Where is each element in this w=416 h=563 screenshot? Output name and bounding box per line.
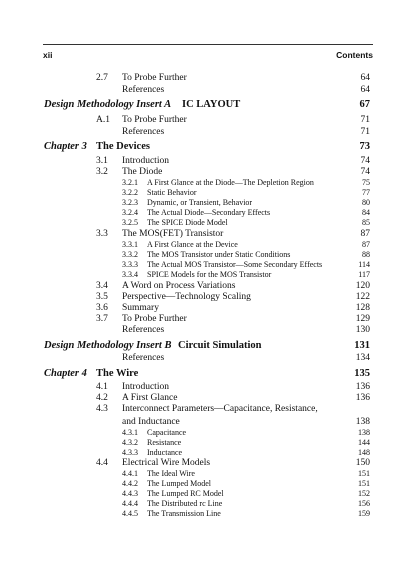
page-header bbox=[43, 48, 373, 62]
section-number: 3.7 bbox=[96, 314, 108, 324]
section-number: 4.3.2 bbox=[122, 438, 138, 447]
entry-title: and Inductance bbox=[122, 417, 180, 427]
entry-title: The Lumped Model bbox=[147, 479, 211, 488]
page-number: 67 bbox=[359, 99, 370, 110]
page-number: 128 bbox=[355, 303, 370, 313]
entry-title: Static Behavior bbox=[147, 188, 197, 197]
page-number: 64 bbox=[360, 73, 370, 83]
page-number: 84 bbox=[362, 208, 370, 217]
section-number: 3.3 bbox=[96, 229, 108, 239]
section-number: 3.2.3 bbox=[122, 198, 138, 207]
page-number: 148 bbox=[358, 448, 370, 457]
entry-title: Electrical Wire Models bbox=[122, 458, 211, 468]
page-number: 138 bbox=[358, 428, 370, 437]
entry-title: To Probe Further bbox=[122, 115, 187, 125]
section-number: 4.3 bbox=[96, 404, 108, 414]
section-number: 3.2.4 bbox=[122, 208, 138, 217]
entry-title: The MOS(FET) Transistor bbox=[122, 229, 224, 239]
entry-title: References bbox=[122, 85, 165, 95]
section-number: 4.4.1 bbox=[122, 469, 138, 478]
entry-title: The Transmission Line bbox=[147, 509, 221, 518]
section-number: 3.5 bbox=[96, 292, 108, 302]
chapter-label: Chapter 3 bbox=[44, 141, 87, 152]
page-number: 75 bbox=[362, 178, 370, 187]
section-number: 3.2.1 bbox=[122, 178, 138, 187]
section-number: 3.3.4 bbox=[122, 270, 138, 279]
section-number: 3.4 bbox=[96, 281, 108, 291]
entry-title: Capacitance bbox=[147, 428, 187, 437]
page-number: 87 bbox=[362, 240, 370, 249]
section-number: 3.2 bbox=[96, 167, 108, 177]
entry-title: The Distributed rc Line bbox=[147, 499, 223, 508]
entry-title: A Word on Process Variations bbox=[122, 281, 236, 291]
page-number: 151 bbox=[358, 479, 370, 488]
section-number: 4.2 bbox=[96, 393, 108, 403]
entry-title: The Lumped RC Model bbox=[147, 489, 224, 498]
running-title: Contents bbox=[336, 50, 373, 60]
section-number: 3.3.2 bbox=[122, 250, 138, 259]
page-number: 152 bbox=[358, 489, 370, 498]
insert-title: Circuit Simulation bbox=[178, 340, 262, 351]
entry-title: Resistance bbox=[147, 438, 182, 447]
section-number: 3.3.1 bbox=[122, 240, 138, 249]
page-number: 122 bbox=[355, 292, 370, 302]
page-number: 120 bbox=[355, 281, 370, 291]
entry-title: Dynamic, or Transient, Behavior bbox=[147, 198, 253, 207]
header-rule bbox=[43, 44, 373, 45]
section-number: 4.3.1 bbox=[122, 428, 138, 437]
page-number: 135 bbox=[354, 368, 370, 379]
section-number: 3.6 bbox=[96, 303, 108, 313]
section-number: 3.1 bbox=[96, 156, 108, 166]
section-number: 4.4.4 bbox=[122, 499, 138, 508]
page-number: 88 bbox=[362, 250, 370, 259]
chapter-title: The Devices bbox=[96, 141, 150, 152]
entry-title: References bbox=[122, 353, 165, 363]
page-number: 77 bbox=[362, 188, 370, 197]
page-number: 129 bbox=[355, 314, 370, 324]
page-number: 74 bbox=[360, 156, 370, 166]
section-number: 3.2.2 bbox=[122, 188, 138, 197]
section-number: 4.1 bbox=[96, 382, 108, 392]
section-number: 4.4.2 bbox=[122, 479, 138, 488]
page-number: 130 bbox=[355, 325, 370, 335]
page-number: 144 bbox=[358, 438, 370, 447]
page-number: 156 bbox=[358, 499, 370, 508]
chapter-title: The Wire bbox=[96, 368, 139, 379]
entry-title: The MOS Transistor under Static Conditions bbox=[147, 250, 291, 259]
page-number: 114 bbox=[358, 260, 370, 269]
page-number: 150 bbox=[355, 458, 370, 468]
section-number: 4.4.5 bbox=[122, 509, 138, 518]
section-number: A.1 bbox=[96, 115, 110, 125]
entry-title: The Ideal Wire bbox=[147, 469, 195, 478]
page-number: 159 bbox=[358, 509, 370, 518]
page-number: 71 bbox=[360, 115, 370, 125]
entry-title: Introduction bbox=[122, 156, 169, 166]
page-number: 85 bbox=[362, 218, 370, 227]
entry-title: References bbox=[122, 325, 165, 335]
entry-title: To Probe Further bbox=[122, 73, 187, 83]
entry-title: The Diode bbox=[122, 167, 163, 177]
entry-title: Interconnect Parameters—Capacitance, Resistance, bbox=[122, 404, 318, 414]
page-number: 151 bbox=[358, 469, 370, 478]
entry-title: Introduction bbox=[122, 382, 169, 392]
entry-title: Inductance bbox=[147, 448, 183, 457]
page-numeral: xii bbox=[43, 50, 53, 60]
entry-title: Perspective—Technology Scaling bbox=[122, 292, 251, 302]
page-number: 80 bbox=[362, 198, 370, 207]
page-number: 87 bbox=[360, 229, 370, 239]
entry-title: Summary bbox=[122, 303, 159, 313]
chapter-label: Chapter 4 bbox=[44, 368, 87, 379]
page-number: 74 bbox=[360, 167, 370, 177]
page-number: 134 bbox=[355, 353, 370, 363]
page-number: 138 bbox=[355, 417, 370, 427]
entry-title: SPICE Models for the MOS Transistor bbox=[147, 270, 272, 279]
section-number: 4.4.3 bbox=[122, 489, 138, 498]
insert-label: Design Methodology Insert B bbox=[44, 340, 172, 351]
insert-label: Design Methodology Insert A bbox=[44, 99, 172, 110]
insert-title: IC LAYOUT bbox=[182, 99, 241, 110]
entry-title: A First Glance bbox=[122, 393, 178, 403]
page-number: 71 bbox=[360, 127, 370, 137]
page-number: 64 bbox=[360, 85, 370, 95]
section-number: 4.3.3 bbox=[122, 448, 138, 457]
entry-title: A First Glance at the Device bbox=[147, 240, 238, 249]
section-number: 3.3.3 bbox=[122, 260, 138, 269]
entry-title: To Probe Further bbox=[122, 314, 187, 324]
entry-title: The SPICE Diode Model bbox=[147, 218, 228, 227]
page-number: 136 bbox=[355, 382, 370, 392]
entry-title: The Actual Diode—Secondary Effects bbox=[147, 208, 271, 217]
section-number: 4.4 bbox=[96, 458, 108, 468]
entry-title: References bbox=[122, 127, 165, 137]
page-number: 136 bbox=[355, 393, 370, 403]
section-number: 2.7 bbox=[96, 73, 108, 83]
page-number: 117 bbox=[358, 270, 370, 279]
entry-title: A First Glance at the Diode—The Depletion Region bbox=[147, 178, 314, 187]
entry-title: The Actual MOS Transistor—Some Secondary Effects bbox=[147, 260, 323, 269]
page-number: 73 bbox=[359, 141, 370, 152]
page-number: 131 bbox=[354, 340, 370, 351]
section-number: 3.2.5 bbox=[122, 218, 138, 227]
